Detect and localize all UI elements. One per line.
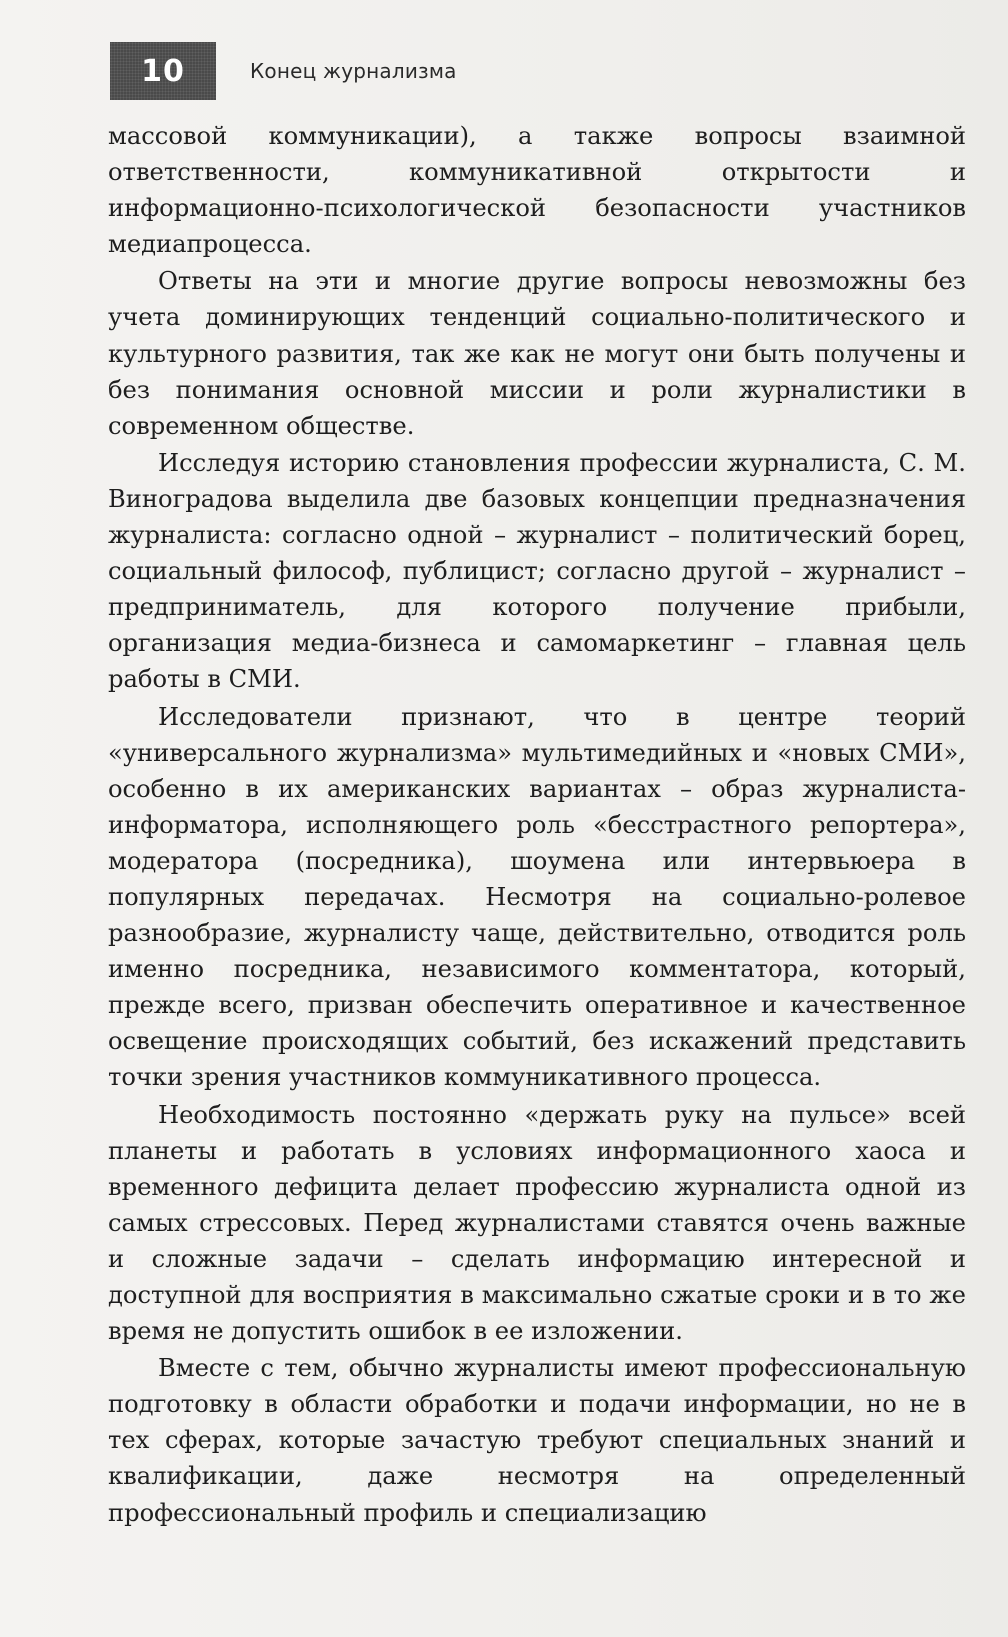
paragraph: Вместе с тем, обычно журналисты имеют профессиональную подготовку в области обработки и подачи информации, но не в тех сферах, которые зачастую требуют специальных знаний и квалификации, даже несмотря на определенный профессиональный профиль и специализацию xyxy=(108,1354,966,1527)
page-number-badge: 10 xyxy=(110,42,216,100)
paragraph: массовой коммуникации), а также вопросы взаимной ответственности, коммуникативной открытости и информационно-психологической безопасности участников медиапроцесса. xyxy=(108,122,966,259)
running-title: Конец журнализма xyxy=(250,59,457,83)
paragraph: Ответы на эти и многие другие вопросы невозможны без учета доминирующих тенденций социально-политического и культурного развития, так же как не могут они быть получены и без понимания основной миссии и роли журналистики в современном обществе. xyxy=(108,267,966,440)
paragraph: Исследуя историю становления профессии журналиста, С. М. Виноградова выделила две базовых концепции предназначения журналиста: согласно одной – журналист – политический борец, социальный философ, публицист; согласно другой – журналист – предприниматель, для которого получение прибыли, организация медиа-бизнеса и самомаркетинг – главная цель работы в СМИ. xyxy=(108,448,966,694)
body-text xyxy=(108,118,966,1531)
page-header xyxy=(110,42,457,100)
paragraph: Необходимость постоянно «держать руку на пульсе» всей планеты и работать в условиях информационного хаоса и временного дефицита делает профессию журналиста одной из самых стрессовых. Перед журналистами ставятся очень важные и сложные задачи – сделать информацию интересной и доступной для восприятия в максимально сжатые сроки и в то же время не допустить ошибок в ее изложении. xyxy=(108,1100,966,1346)
paragraph: Исследователи признают, что в центре теорий «универсального журнализма» мультимедийных и «новых СМИ», особенно в их американских вариантах – образ журналиста-информатора, исполняющего роль «бесстрастного репортера», модератора (посредника), шоумена или интервьюера в популярных передачах. Несмотря на социально-ролевое разнообразие, журналисту чаще, действительно, отводится роль именно посредника, независимого комментатора, который, прежде всего, призван обеспечить оперативное и качественное освещение происходящих событий, без искажений представить точки зрения участников коммуникативного процесса. xyxy=(108,702,966,1092)
